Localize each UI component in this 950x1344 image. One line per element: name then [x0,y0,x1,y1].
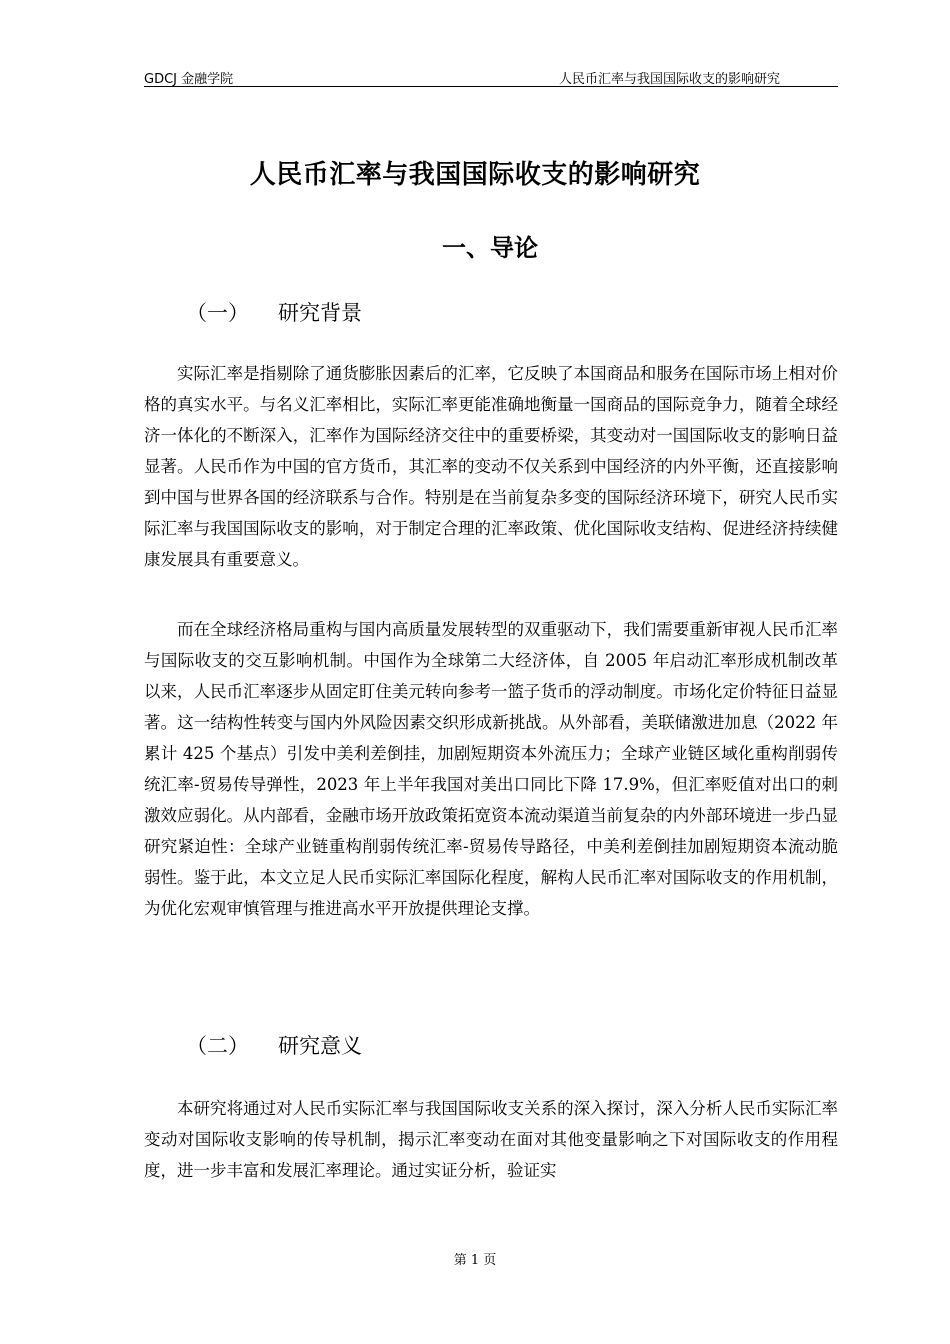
header-doc-title: 人民币汇率与我国国际收支的影响研究 [558,72,780,87]
subsection-heading-background [186,297,362,327]
paragraph-background-2: 而在全球经济格局重构与国内高质量发展转型的双重驱动下，我们需要重新审视人民币汇率与国际收支的交互影响机制。中国作为全球第二大经济体，自 2005 年启动汇率形成机制改革以来，人民币汇率逐步从固定盯住美元转向参考一篮子货币的浮动制度。市场化定价特征日益显著。这一结构性转变与国内外风险因素交织形成新挑战。从外部看，美联储激进加息（2022 年累计 425 个基点）引发中美利差倒挂，加剧短期资本外流压力；全球产业链区域化重构削弱传统汇率-贸易传导弹性，2023 年上半年我国对美出口同比下降 17.9%，但汇率贬值对出口的刺激效应弱化。从内部看，金融市场开放政策拓宽资本流动渠道当前复杂的内外部环境进一步凸显研究紧迫性：全球产业链重构削弱传统汇率-贸易传导路径，中美利差倒挂加剧短期资本流动脆弱性。鉴于此，本文立足人民币实际汇率国际化程度，解构人民币汇率对国际收支的作用机制，为优化宏观审慎管理与推进高水平开放提供理论支撑。 [144,620,838,918]
section-heading-introduction: 一、导论 [442,234,538,262]
header-institution: GDCJ 金融学院 [144,72,234,87]
document-title: 人民币汇率与我国国际收支的影响研究 [249,160,701,190]
subsection-number: （一） [186,301,249,325]
subsection-title: 研究背景 [278,301,362,325]
page-number: 第 1 页 [453,1253,497,1268]
paragraph-background-1: 实际汇率是指剔除了通货膨胀因素后的汇率，它反映了本国商品和服务在国际市场上相对价格的真实水平。与名义汇率相比，实际汇率更能准确地衡量一国商品的国际竞争力，随着全球经济一体化的不断深入，汇率作为国际经济交往中的重要桥梁，其变动对一国国际收支的影响日益显著。人民币作为中国的官方货币，其汇率的变动不仅关系到中国经济的内外平衡，还直接影响到中国与世界各国的经济联系与合作。特别是在当前复杂多变的国际经济环境下，研究人民币实际汇率与我国国际收支的影响，对于制定合理的汇率政策、优化国际收支结构、促进经济持续健康发展具有重要意义。 [144,364,838,569]
subsection-number: （二） [186,1034,249,1058]
paragraph-significance-1: 本研究将通过对人民币实际汇率与我国国际收支关系的深入探讨，深入分析人民币实际汇率变动对国际收支影响的传导机制，揭示汇率变动在面对其他变量影响之下对国际收支的作用程度，进一步丰富和发展汇率理论。通过实证分析，验证实 [144,1099,838,1180]
subsection-heading-significance [186,1030,362,1060]
subsection-title: 研究意义 [278,1034,362,1058]
page-header [144,66,838,87]
